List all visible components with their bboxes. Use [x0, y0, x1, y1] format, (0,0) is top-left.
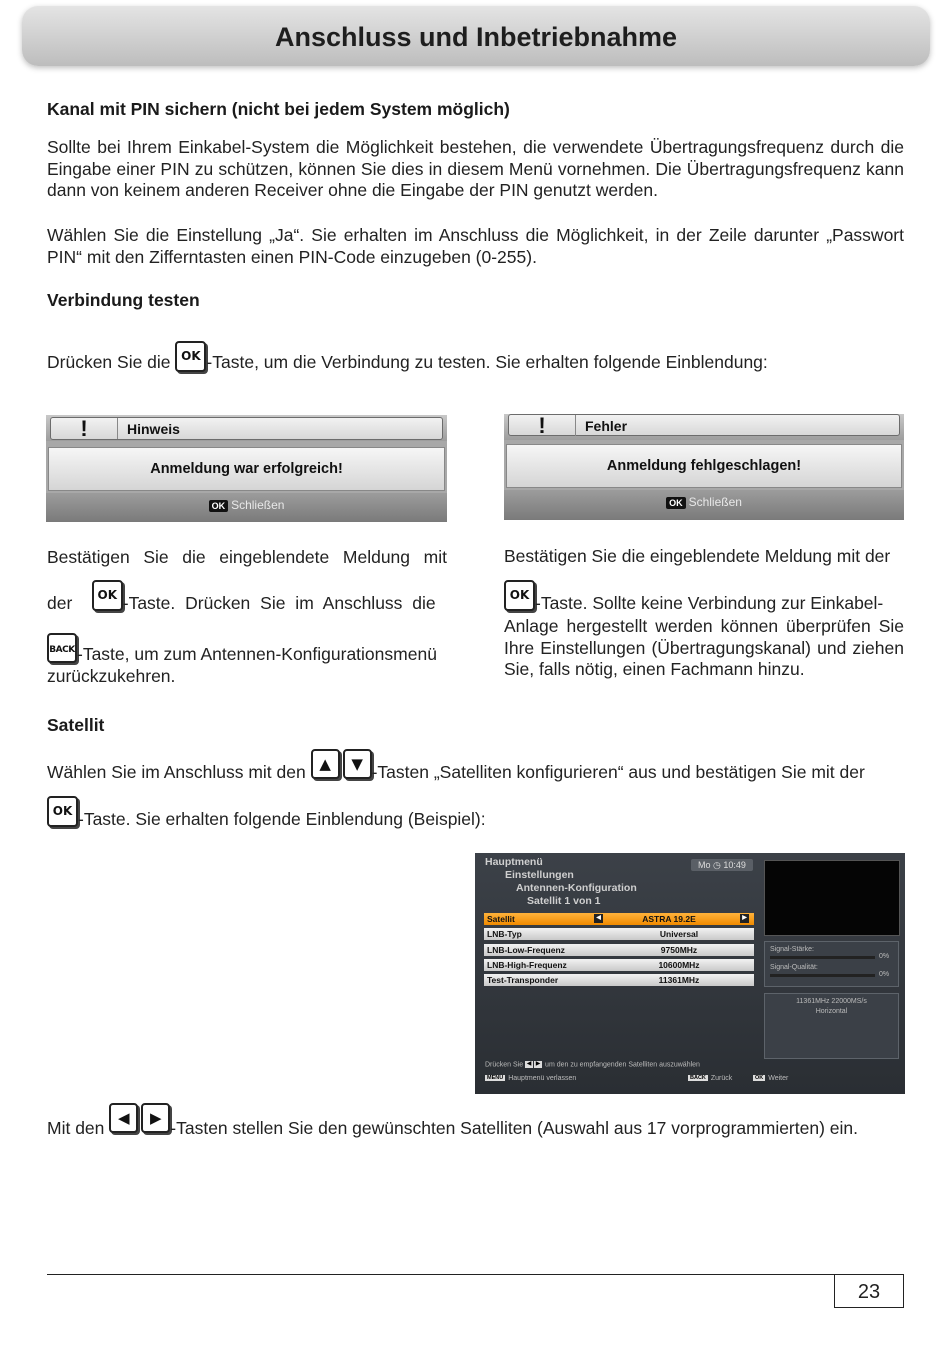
transponder-panel — [764, 993, 899, 1059]
satellite-line1-before: Wählen Sie im Anschluss mit den — [47, 762, 306, 782]
footer-rule — [47, 1274, 834, 1275]
menu-foot-next-label: Weiter — [768, 1075, 789, 1082]
left-arrow-key-icon: ◀ — [109, 1103, 138, 1133]
signal-strength-label: Signal-Stärke: — [770, 946, 814, 953]
ok-key-icon: OK — [175, 341, 206, 372]
satellite-line2 — [47, 796, 486, 827]
dialog-error-message: Anmeldung fehlgeschlagen! — [506, 444, 902, 488]
dialog-error-titlebar — [508, 414, 900, 436]
ok-key-icon: OK — [755, 1075, 764, 1082]
up-arrow-key-icon: ▲ — [311, 749, 340, 779]
menu-row-label: LNB-High-Frequenz — [487, 960, 567, 970]
menu-foot-back-label: Zurück — [710, 1075, 733, 1082]
menu-foot-next[interactable] — [753, 1075, 788, 1082]
dialog-error-close[interactable]: Schließen — [688, 495, 742, 509]
left-arrow-icon: ◀ — [594, 914, 603, 923]
page-title: Anschluss und Inbetriebnahme — [274, 22, 678, 52]
menu-crumb-1: Hauptmenü — [485, 856, 543, 868]
menu-foot-exit[interactable] — [485, 1075, 576, 1082]
left-arrow-icon: ◀ — [526, 1061, 532, 1067]
signal-strength-bar — [770, 956, 875, 959]
dialog-success-message: Anmeldung war erfolgreich! — [48, 447, 445, 491]
menu-row-value: ASTRA 19.2E — [642, 914, 696, 924]
right-confirm-line2 — [504, 580, 904, 611]
left-confirm-line1: Bestätigen Sie die eingeblendete Meldung mit — [47, 547, 447, 567]
menu-hint-before: Drücken Sie — [485, 1061, 524, 1069]
test-heading: Verbindung testen — [47, 290, 200, 310]
menu-clock: Mo ◷ 10:49 — [691, 859, 753, 871]
menu-crumb-4: Satellit 1 von 1 — [527, 895, 601, 907]
satellite-heading: Satellit — [47, 715, 105, 735]
menu-hint — [485, 1061, 700, 1068]
pin-paragraph-1: Sollte bei Ihrem Einkabel-System die Möglichkeit bestehen, die verwendete Übertragungsfrequenz durch die Eingabe einer PIN zu schützen, können Sie dies in diesem Menü vornehmen. Die Übertragungsfrequenz kann dann von keinem anderen Receiver ohne die Eingabe der PIN genutzt werden. — [47, 137, 904, 200]
pin-paragraph-2: Wählen Sie die Einstellung „Ja“. Sie erhalten im Anschluss die Möglichkeit, in der Zeile darunter „Passwort PIN“ mit den Zifferntasten einen PIN-Code einzugeben (0-255). — [47, 225, 904, 267]
test-instruction-after: -Taste, um die Verbindung zu testen. Sie erhalten folgende Einblendung: — [206, 352, 768, 372]
satellite-line1 — [47, 749, 865, 782]
ok-key-icon: OK — [47, 796, 78, 827]
left-line3-after: -Taste, um zum Antennen-Konfigurationsmenü — [77, 644, 437, 664]
left-confirm-line3 — [47, 633, 437, 663]
dialog-success-title: Hinweis — [127, 421, 180, 437]
menu-crumb-2: Einstellungen — [505, 869, 574, 881]
dialog-success-footer — [46, 493, 447, 522]
dialog-success-titlebar — [50, 417, 443, 440]
left-confirm-line2 — [47, 580, 447, 611]
menu-crumb-3: Antennen-Konfiguration — [516, 882, 637, 894]
down-arrow-key-icon: ▼ — [343, 749, 372, 779]
pin-heading: Kanal mit PIN sichern (nicht bei jedem System möglich) — [47, 99, 510, 119]
test-instruction — [47, 341, 768, 372]
signal-quality-value: 0% — [879, 971, 890, 978]
right-confirm-rest: Anlage hergestellt werden können überprüfen Sie Ihre Einstellungen (Übertragungskanal) und ziehen Sie, falls nötig, einen Fachmann hinzu. — [504, 616, 904, 679]
signal-quality-label: Signal-Qualität: — [770, 964, 818, 971]
left-line2-after: -Taste. Drücken Sie im Anschluss die — [122, 593, 436, 613]
left-confirm-line4: zurückzukehren. — [47, 666, 176, 686]
menu-row-label: LNB-Typ — [487, 929, 522, 939]
test-instruction-before: Drücken Sie die — [47, 352, 171, 372]
right-line2-after: -Taste. Sollte keine Verbindung zur Einkabel- — [535, 593, 884, 613]
menu-row-test-transponder[interactable] — [484, 974, 754, 986]
antenna-config-screen — [475, 853, 905, 1094]
satellite-line1-after: -Tasten „Satelliten konfigurieren“ aus und bestätigen Sie mit der — [371, 762, 865, 782]
right-arrow-icon: ▶ — [740, 914, 749, 923]
right-arrow-key-icon: ▶ — [141, 1103, 170, 1133]
menu-foot-exit-label: Hauptmenü verlassen — [508, 1075, 577, 1082]
tv-preview — [764, 860, 900, 936]
menu-row-value: 11361MHz — [658, 975, 700, 985]
menu-row-label: Satellit — [487, 914, 515, 924]
menu-row-value: Universal — [659, 929, 699, 939]
satellite-bottom-before: Mit den — [47, 1118, 105, 1138]
ok-button-icon: OK — [666, 497, 686, 509]
transponder-line-1: 11361MHz 22000MS/s — [796, 998, 867, 1005]
dialog-error-footer — [504, 490, 904, 520]
menu-foot-back[interactable] — [688, 1075, 732, 1082]
back-key-icon: BACK — [690, 1075, 706, 1082]
dialog-success — [46, 415, 447, 522]
dialog-error — [504, 414, 904, 520]
ok-key-icon: OK — [504, 580, 535, 611]
menu-row-label: Test-Transponder — [487, 975, 559, 985]
exclamation-icon: ! — [51, 418, 118, 439]
menu-row-value: 10600MHz — [658, 960, 700, 970]
satellite-bottom-after: -Tasten stellen Sie den gewünschten Satelliten (Auswahl aus 17 vorprogrammierten) ein. — [170, 1118, 858, 1138]
menu-hint-after: um den zu empfangenden Satelliten auszuwählen — [545, 1061, 700, 1069]
satellite-line2-after: -Taste. Sie erhalten folgende Einblendung (Beispiel): — [78, 809, 486, 829]
left-line2-before: der — [47, 593, 73, 613]
menu-row-value: 9750MHz — [660, 945, 698, 955]
menu-row-lnb-type[interactable] — [484, 928, 754, 940]
right-arrow-icon: ▶ — [535, 1061, 541, 1067]
menu-row-lnb-low[interactable] — [484, 944, 754, 956]
menu-row-label: LNB-Low-Frequenz — [487, 945, 565, 955]
ok-button-icon: OK — [209, 500, 229, 512]
back-key-icon: BACK — [47, 633, 77, 663]
satellite-bottom-line — [47, 1103, 858, 1138]
menu-key-icon: MENU — [487, 1075, 504, 1082]
dialog-error-title: Fehler — [585, 418, 628, 434]
signal-panel — [764, 941, 899, 987]
exclamation-icon: ! — [509, 415, 576, 436]
dialog-success-close[interactable]: Schließen — [231, 498, 285, 512]
right-confirm-line1: Bestätigen Sie die eingeblendete Meldung mit der — [504, 546, 891, 566]
transponder-line-2: Horizontal — [815, 1008, 848, 1015]
signal-strength-value: 0% — [879, 953, 890, 960]
signal-quality-bar — [770, 974, 875, 977]
menu-row-satellite[interactable] — [484, 913, 754, 925]
ok-key-icon: OK — [92, 580, 123, 611]
menu-row-lnb-high[interactable] — [484, 959, 754, 971]
page-number: 23 — [834, 1274, 904, 1308]
